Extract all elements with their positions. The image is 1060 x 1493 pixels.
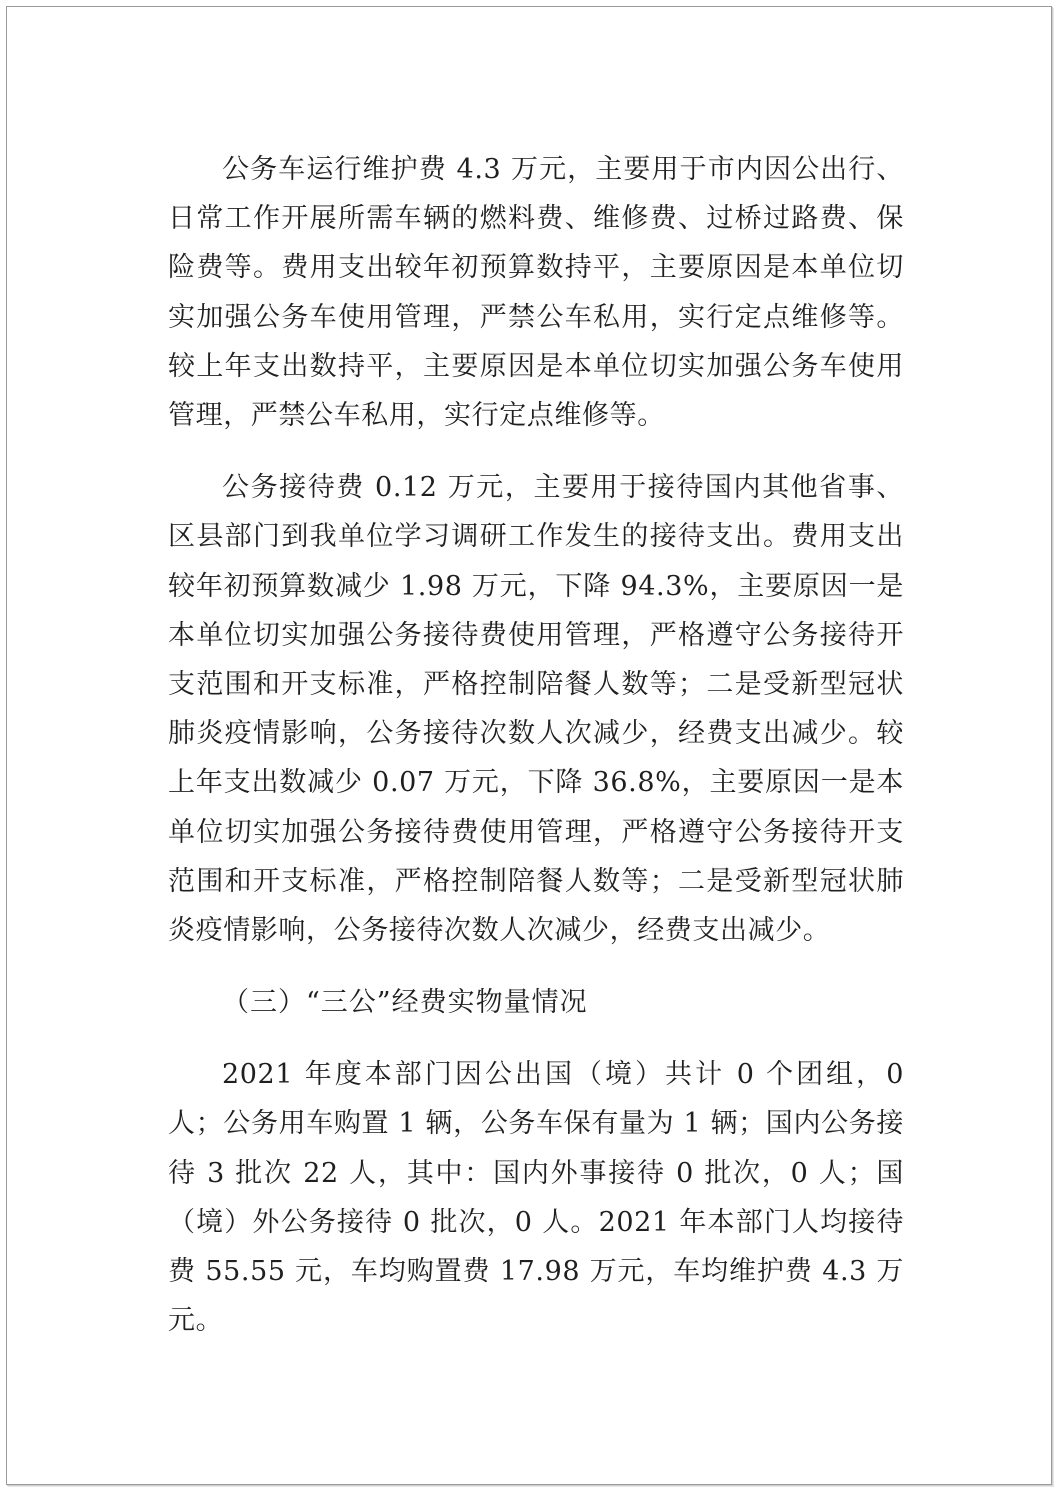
- paragraph-gap: [168, 955, 904, 978]
- paragraph-reception: 公务接待费 0.12 万元，主要用于接待国内其他省事、区县部门到我单位学习调研工作发生的接待支出。费用支出较年初预算数减少 1.98 万元，下降 94.3%，主要原因一是本单位切实加强公务接待费使用管理，严格遵守公务接待开支范围和开支标准，严格控制陪餐人数等；二是受新型冠状肺炎疫情影响，公务接待次数人次减少，经费支出减少。较上年支出数减少 0.07 万元，下降 36.8%，主要原因一是本单位切实加强公务接待费使用管理，严格遵守公务接待开支范围和开支标准，严格控制陪餐人数等；二是受新型冠状肺炎疫情影响，公务接待次数人次减少，经费支出减少。: [168, 472, 904, 947]
- document-body: [168, 145, 904, 1345]
- document-page: [6, 6, 1052, 1485]
- section-heading: （三）“三公”经费实物量情况: [222, 987, 588, 1019]
- paragraph-gap: [168, 440, 904, 463]
- paragraph-gap: [168, 1027, 904, 1050]
- paragraph-vehicle-maintenance: 公务车运行维护费 4.3 万元，主要用于市内因公出行、日常工作开展所需车辆的燃料费、维修费、过桥过路费、保险费等。费用支出较年初预算数持平，主要原因是本单位切实加强公务车使用管理，严禁公车私用，实行定点维修等。较上年支出数持平，主要原因是本单位切实加强公务车使用管理，严禁公车私用，实行定点维修等。: [168, 154, 904, 432]
- paragraph-physical-quantity: 2021 年度本部门因公出国（境）共计 0 个团组，0 人；公务用车购置 1 辆，公务车保有量为 1 辆；国内公务接待 3 批次 22 人，其中：国内外事接待 0 批次，0 人；国（境）外公务接待 0 批次，0 人。2021 年本部门人均接待费 55.55 元，车均购置费 17.98 万元，车均维护费 4.3 万元。: [168, 1059, 904, 1337]
